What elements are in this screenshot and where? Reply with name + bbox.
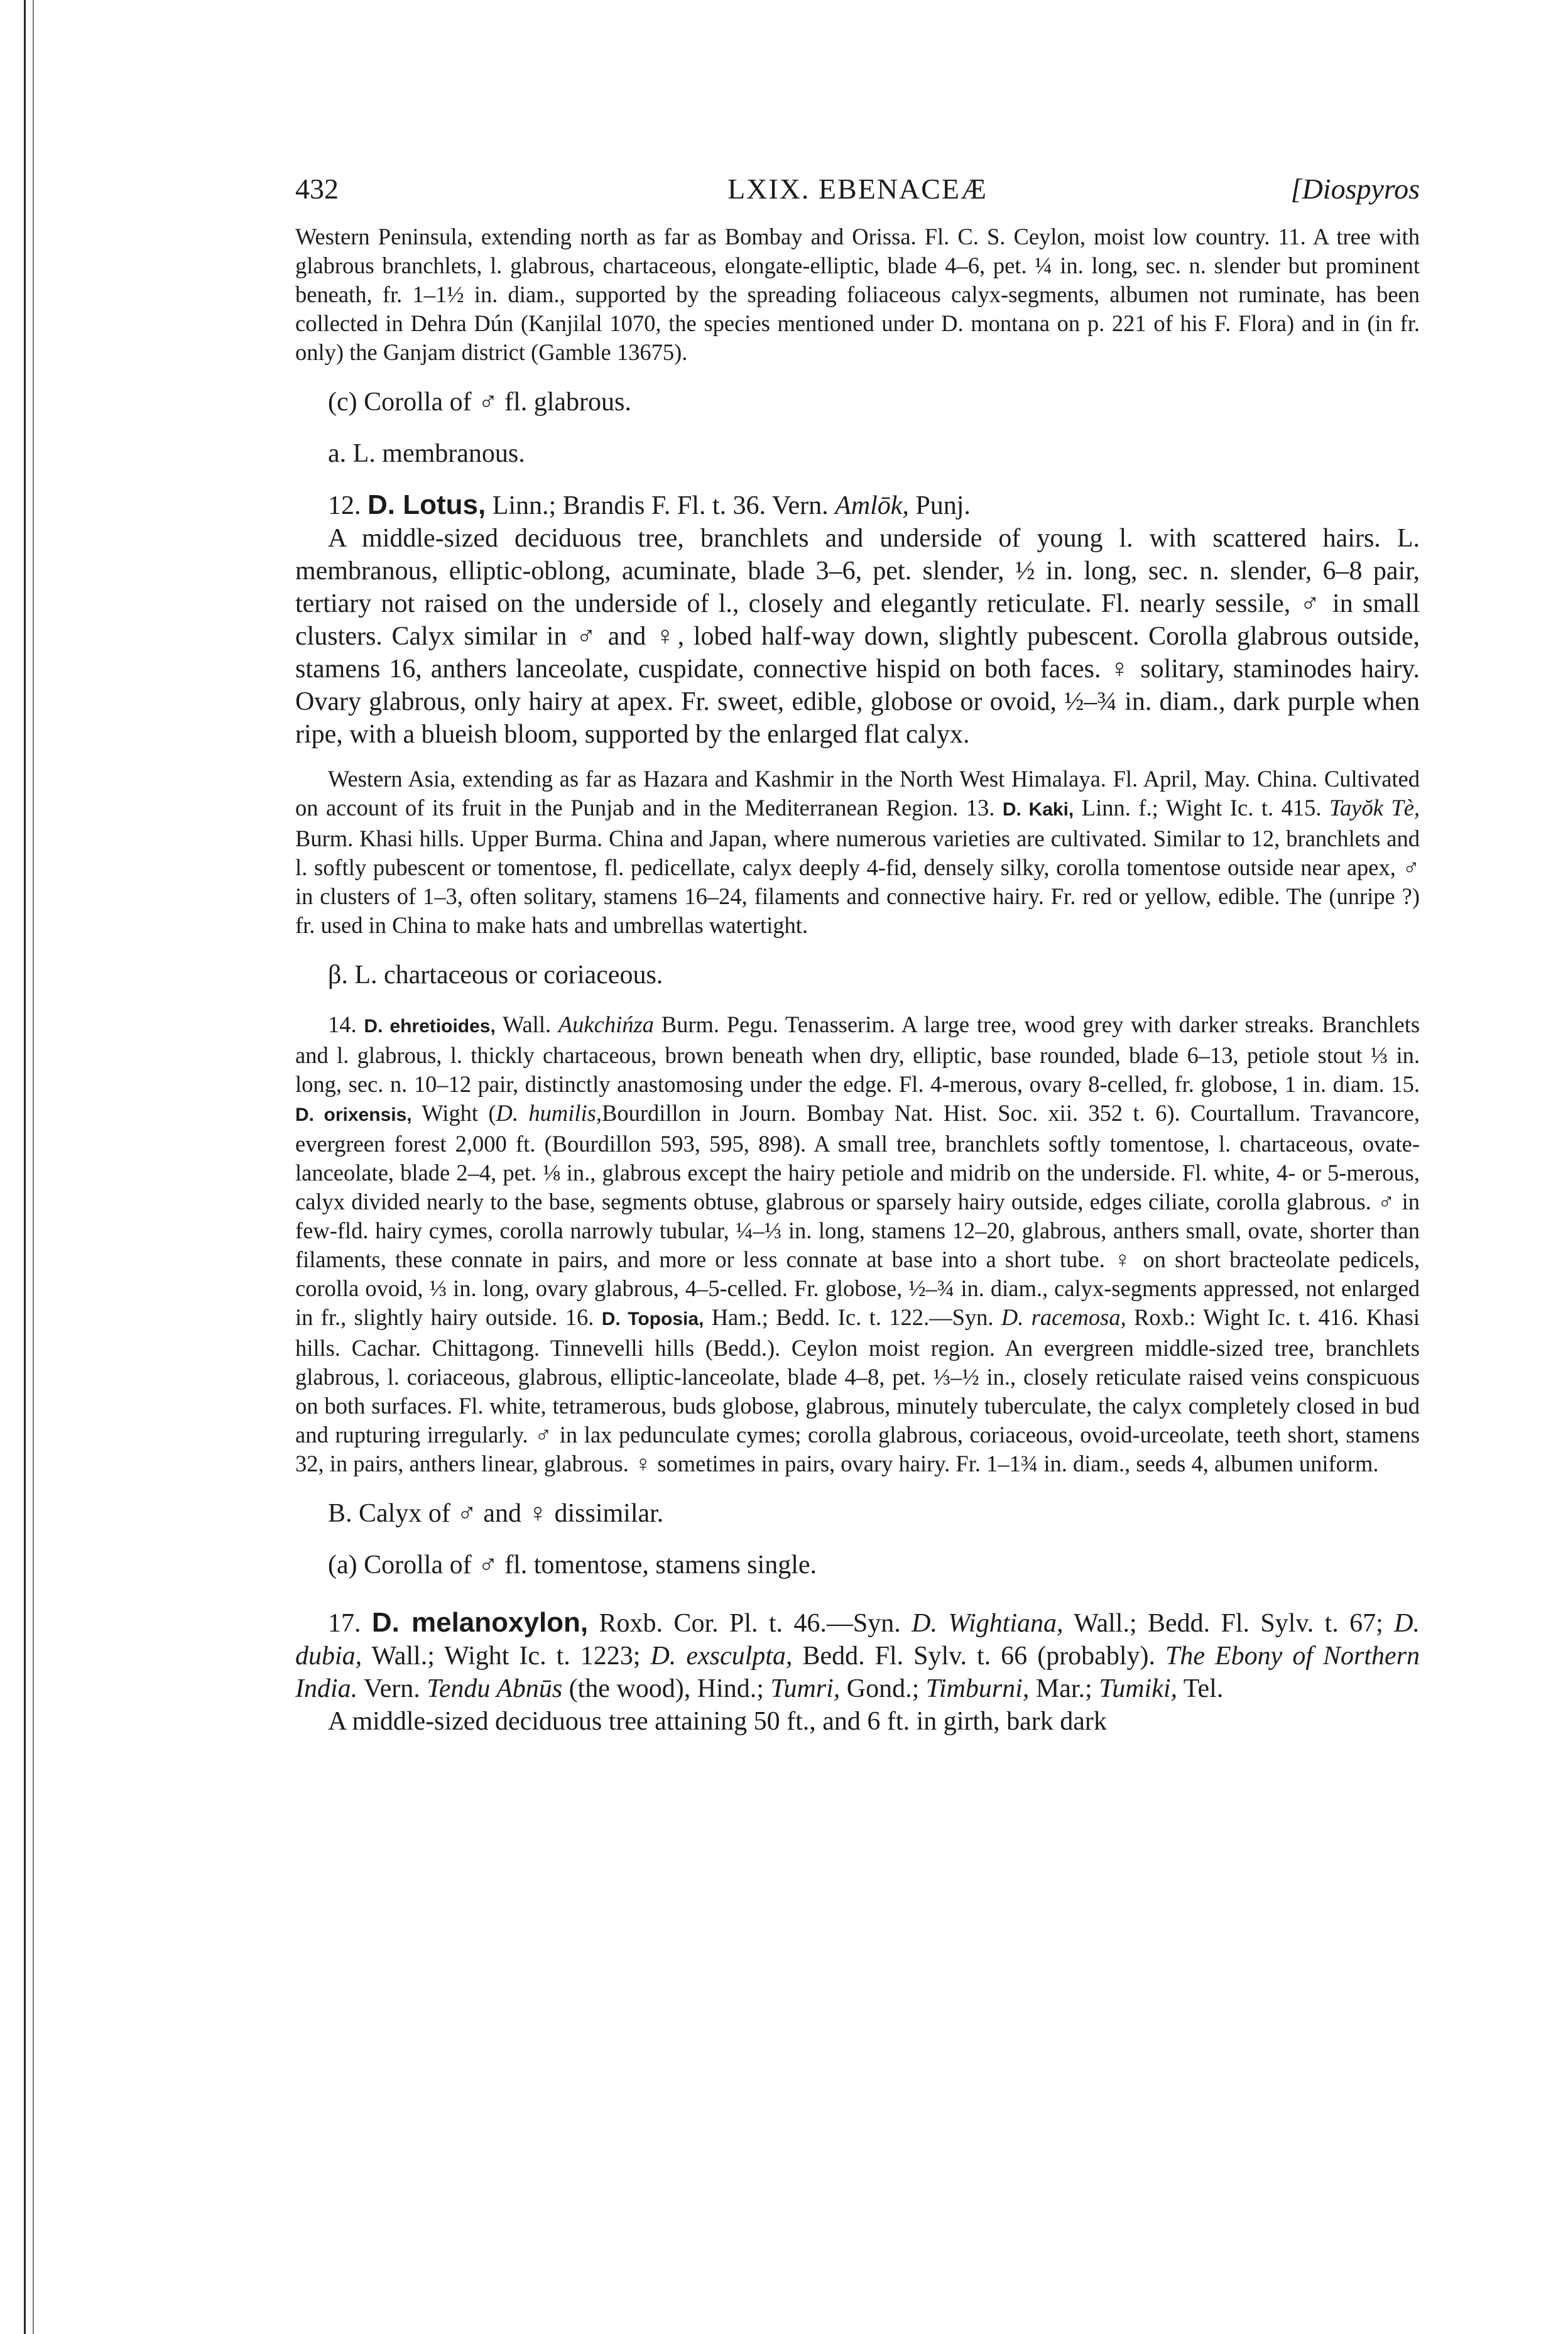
species-17-heading xyxy=(295,1606,1420,1705)
common-name: The Ebony of Northern India. xyxy=(295,1642,1420,1703)
species-name-kaki: D. Kaki, xyxy=(1002,799,1074,820)
citation-text: (the wood), Hind.; xyxy=(569,1674,764,1703)
vernacular-name: Tendu Abnūs xyxy=(427,1674,563,1703)
key-beta-chartaceous: β. L. chartaceous or coriaceous. xyxy=(328,961,663,990)
key-a-membranous: a. L. membranous. xyxy=(328,439,525,468)
synonym-racemosa: D. racemosa, xyxy=(1001,1304,1126,1330)
scan-edge-line xyxy=(24,0,26,2334)
synonym-wightiana: D. Wightiana, xyxy=(912,1609,1064,1638)
species-number: 14. xyxy=(328,1012,357,1037)
family-title: LXIX. EBENACEÆ xyxy=(727,173,988,205)
species-14-16-notes xyxy=(295,1010,1420,1478)
synonym-humilis: D. humilis, xyxy=(496,1100,602,1126)
notes-text: Western Asia, extending as far as Hazara and Kashmir in the North West Himalaya. Fl. April, May. China. Cultivated on account of its fruit in the Punjab and in the Mediterranean Region. 13. xyxy=(295,766,1420,821)
vernacular-name: Tayŏk Tè, xyxy=(1329,795,1420,821)
notes-text: Wight ( xyxy=(422,1100,496,1126)
vernacular-name: Timburni, xyxy=(925,1674,1030,1703)
species-17-description: A middle-sized deciduous tree attaining 50 ft., and 6 ft. in girth, bark dark xyxy=(328,1707,1107,1736)
citation-text: Wall.; Wight Ic. t. 1223; xyxy=(371,1642,641,1671)
key-c-corolla-glabrous: (c) Corolla of ♂ fl. glabrous. xyxy=(328,388,631,417)
key-B-calyx-dissimilar: B. Calyx of ♂ and ♀ dissimilar. xyxy=(328,1499,664,1528)
species-name-lotus: D. Lotus, xyxy=(368,489,486,520)
synonym-dubia: D. dubia, xyxy=(295,1609,1420,1671)
species-name-orixensis: D. orixensis, xyxy=(295,1104,412,1125)
citation-text: Tel. xyxy=(1183,1674,1224,1703)
synonym-exsculpta: D. exsculpta, xyxy=(650,1642,793,1671)
scan-edge-line-inner xyxy=(33,0,34,2334)
vernacular-name: Tumri, xyxy=(770,1674,841,1703)
genus-heading: [Diospyros xyxy=(1290,173,1420,205)
notes-text: Linn. f.; Wight Ic. t. 415. xyxy=(1081,795,1322,821)
species-authority: Linn.; Brandis F. Fl. t. 36. Vern. xyxy=(492,491,829,520)
citation-text: Gond.; xyxy=(846,1674,920,1703)
vernacular-name: Tumiki, xyxy=(1099,1674,1178,1703)
notes-text: Ham.; Bedd. Ic. t. 122.—Syn. xyxy=(711,1304,994,1330)
notes-text: Roxb.: Wight Ic. t. 416. Khasi hills. Cachar. Chittagong. Tinnevelli hills (Bedd.). Ceylon moist region. An evergreen middle-sized tree, branchlets glabrous, l. coriaceous, glabrous, elliptic-lanceolate, blade 4–8, pet. ⅓–½ in., closely reticulate raised veins conspicuous on both surfaces. Fl. white, tetramerous, buds globose, glabrous, minutely tuberculate, the calyx completely closed in bud and rupturing irregularly. ♂ in lax pedunculate cymes; corolla glabrous, coriaceous, ovoid-urceolate, teeth short, stamens 32, in pairs, anthers linear, glabrous. ♀ sometimes in pairs, ovary hairy. Fr. 1–1¾ in. diam., seeds 4, albumen uniform. xyxy=(295,1304,1420,1476)
species-number: 17. xyxy=(328,1609,361,1638)
species-12-description: A middle-sized deciduous tree, branchlets and underside of young l. with scattered hairs. L. membranous, elliptic-oblong, acuminate, blade 3–6, pet. slender, ½ in. long, sec. n. slender, 6–8 pair, tertiary not raised on the underside of l., closely and elegantly reticulate. Fl. nearly sessile, ♂ in small clusters. Calyx similar in ♂ and ♀, lobed half-way down, slightly pubescent. Corolla glabrous outside, stamens 16, anthers lanceolate, cuspidate, connective hispid on both faces. ♀ solitary, staminodes hairy. Ovary glabrous, only hairy at apex. Fr. sweet, edible, globose or ovoid, ½–¾ in. diam., dark purple when ripe, with a blueish bloom, supported by the enlarged flat calyx. xyxy=(295,524,1420,749)
key-a-corolla-tomentose: (a) Corolla of ♂ fl. tomentose, stamens single. xyxy=(328,1551,817,1579)
species-name-toposia: D. Toposia, xyxy=(601,1309,704,1329)
citation-text: Wall.; Bedd. Fl. Sylv. t. 67; xyxy=(1074,1609,1383,1638)
book-page xyxy=(295,163,1420,1738)
notes-text: Burm. Khasi hills. Upper Burma. China and Japan, where numerous varieties are cultivated. Similar to 12, branchlets and l. softly pubescent or tomentose, fl. pedicellate, calyx deeply 4-fid, densely silky, corolla tomentose outside near apex, ♂ in clusters of 1–3, often solitary, stamens 16–24, filaments and connective hairy. Fr. red or yellow, edible. The (unripe ?) fr. used in China to make hats and umbrellas watertight. xyxy=(295,826,1420,938)
citation-text: Vern. xyxy=(363,1674,420,1703)
species-12-heading xyxy=(295,489,1420,522)
citation-text: Mar.; xyxy=(1035,1674,1092,1703)
notes-text: Burm. Pegu. Tenasserim. A large tree, wood grey with darker streaks. Branchlets and l. glabrous, l. thickly chartaceous, brown beneath when dry, elliptic, base rounded, blade 6–13, petiole stout ⅓ in. long, sec. n. 10–12 pair, distinctly anastomosing under the edge. Fl. 4-merous, ovary 8-celled, fr. globose, 1 in. diam. 15. xyxy=(295,1012,1420,1097)
vernacular-name: Amlōk, xyxy=(835,491,909,520)
species-name-melanoxylon: D. melanoxylon, xyxy=(371,1607,589,1638)
vernacular-region: Punj. xyxy=(915,491,971,520)
species-number: 12. xyxy=(328,491,361,520)
intro-paragraph: Western Peninsula, extending north as far as Bombay and Orissa. Fl. C. S. Ceylon, moist low country. 11. A tree with glabrous branchlets, l. glabrous, chartaceous, elongate-elliptic, blade 4–6, pet. ¼ in. long, sec. n. slender but prominent beneath, fr. 1–1½ in. diam., supported by the spreading foliaceous calyx-segments, albumen not ruminate, has been collected in Dehra Dún (Kanjilal 1070, the species mentioned under D. montana on p. 221 of his F. Flora) and in (in fr. only) the Ganjam district (Gamble 13675). xyxy=(295,224,1420,365)
vernacular-name: Aukchińza xyxy=(558,1012,654,1037)
notes-text: Wall. xyxy=(502,1012,552,1037)
citation-text: Roxb. Cor. Pl. t. 46.—Syn. xyxy=(599,1609,901,1638)
page-number: 432 xyxy=(295,173,339,205)
species-12-notes xyxy=(295,765,1420,940)
citation-text: Bedd. Fl. Sylv. t. 66 (probably). xyxy=(802,1642,1155,1671)
species-name-ehretioides: D. ehretioides, xyxy=(364,1016,496,1037)
notes-text: Bourdillon in Journ. Bombay Nat. Hist. Soc. xii. 352 t. 6). Courtallum. Travancore, evergreen forest 2,000 ft. (Bourdillon 593, 595, 898). A small tree, branchlets softly tomentose, l. chartaceous, ovate-lanceolate, blade 2–4, pet. ⅛ in., glabrous except the hairy petiole and midrib on the underside. Fl. white, 4- or 5-merous, calyx divided nearly to the base, segments obtuse, glabrous or sparsely hairy outside, edges ciliate, corolla glabrous. ♂ in few-fld. hairy cymes, corolla narrowly tubular, ¼–⅓ in. long, stamens 12–20, glabrous, anthers small, ovate, shorter than filaments, these connate in pairs, and more or less connate at base into a short tube. ♀ on short bracteolate pedicels, corolla ovoid, ⅓ in. long, ovary glabrous, 4–5-celled. Fr. globose, ½–¾ in. diam., calyx-segments appressed, not enlarged in fr., slightly hairy outside. 16. xyxy=(295,1100,1420,1330)
running-header xyxy=(295,172,1420,222)
